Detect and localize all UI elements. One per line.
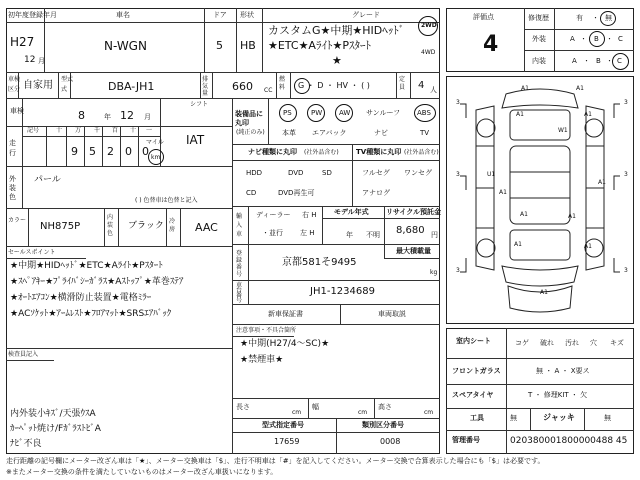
car-name-value: N-WGN bbox=[104, 39, 147, 53]
tv-types-sub: (社外品含む) bbox=[404, 149, 439, 156]
model-year-label: モデル年式 bbox=[334, 208, 369, 216]
first-reg-label: 初年度登録年月 bbox=[8, 11, 57, 19]
inspection-month-unit: 月 bbox=[144, 113, 151, 121]
doors-label: ドア bbox=[213, 11, 227, 19]
exterior-color-value: パール bbox=[34, 175, 61, 185]
bracket-label: 3 bbox=[456, 99, 460, 106]
mileage-digit: 5 bbox=[89, 145, 96, 158]
ac-value: AAC bbox=[195, 221, 218, 234]
glass-label: フロントガラス bbox=[452, 367, 501, 375]
chassis-label: 車台番号 bbox=[236, 282, 243, 304]
nav-item: SD bbox=[322, 169, 332, 177]
bracket-label: 3 bbox=[624, 171, 628, 178]
ext-grade-option: B bbox=[594, 35, 599, 43]
nav-types-sub: (社外品含む) bbox=[304, 149, 339, 156]
capacity-label: 定員 bbox=[399, 76, 406, 91]
repair-label: 修復歴 bbox=[528, 14, 549, 22]
fuel-options: G ・ D ・ HV ・ ( ) bbox=[298, 81, 370, 90]
sales-line: ★中期★HIDﾍｯﾄﾞ★ETC★Aﾗｲﾄ★Pｽﾀｰﾄ bbox=[10, 261, 163, 271]
ext-grade-option: A bbox=[570, 35, 575, 43]
model-value: DBA-JH1 bbox=[108, 80, 155, 93]
damage-mark: W1 bbox=[558, 127, 568, 134]
class-value: 0008 bbox=[380, 437, 401, 446]
ac-label: 冷房 bbox=[169, 218, 176, 233]
grade-line1: カスタムG★中期★HIDﾍｯﾄﾞ bbox=[268, 24, 405, 37]
new-car-warranty: 新車保証書 bbox=[268, 310, 303, 318]
vehicle-manual: 車両取説 bbox=[378, 310, 406, 318]
sales-label: セールスポイント bbox=[8, 249, 56, 256]
shaken-kbn-sub: 区分 bbox=[8, 86, 21, 93]
color-code-value: NH875P bbox=[40, 221, 81, 232]
ext-sep: ・ bbox=[580, 35, 587, 43]
int-grade-option: A bbox=[572, 57, 577, 65]
chassis-value: JH1-1234689 bbox=[310, 286, 375, 297]
bracket-label: 3 bbox=[456, 171, 460, 178]
spare-label: スペアタイヤ bbox=[452, 391, 494, 399]
repair-option: 有 bbox=[576, 14, 583, 22]
inspection-month: 12 bbox=[120, 109, 134, 122]
import-left: 左 H bbox=[300, 229, 315, 237]
grade-line2: ★ETC★Aﾗｲﾄ★Pｽﾀｰﾄ bbox=[268, 39, 371, 52]
sales-line: ★ｽﾍﾟｱｷｰ★ﾌﾟﾗｲﾊﾞｼｰｶﾞﾗｽ★Aｽﾄｯﾌﾟ★革巻ｽﾃｱ bbox=[10, 277, 184, 287]
mileage-unit-row: 記号 十 万 千 百 十 一 bbox=[27, 127, 153, 134]
damage-mark: A1 bbox=[499, 189, 507, 196]
mileage-digit: 2 bbox=[107, 145, 114, 158]
length-label: 長さ bbox=[236, 403, 250, 411]
first-reg-month: 12 bbox=[24, 55, 36, 65]
seat-option: コゲ bbox=[515, 339, 529, 347]
model-year-unit: 年 bbox=[346, 231, 353, 239]
inspector-line: ﾅﾋﾞ不良 bbox=[10, 439, 42, 449]
nav-item: DVD再生可 bbox=[278, 189, 315, 197]
grade-label: グレード bbox=[352, 11, 380, 19]
import-dealer: ディーラー bbox=[256, 211, 291, 219]
exterior-grade-label: 外装 bbox=[532, 35, 546, 43]
drive-4wd: 4WD bbox=[421, 49, 436, 56]
first-reg-month-unit: 月 bbox=[38, 57, 45, 65]
interior-color-label: 内装色 bbox=[107, 214, 114, 237]
max-load-unit: kg bbox=[430, 269, 438, 276]
bracket-label: 3 bbox=[456, 267, 460, 274]
sales-line: ★ｵｰﾄｴｱｺﾝ★横滑防止装置★電格ﾐﾗｰ bbox=[10, 293, 152, 303]
equip-item: 本革 bbox=[282, 129, 296, 137]
glass-options: 無 ・ A ・ X要ス bbox=[536, 367, 590, 375]
grade-line3: ★ bbox=[332, 54, 342, 67]
bracket-label: 3 bbox=[624, 267, 628, 274]
inspection-year: 8 bbox=[78, 109, 85, 122]
cc-label: 排気量 bbox=[202, 76, 209, 97]
footer-line2: ※またメーター交換の条件を満たしていないものはメーター改ざん車扱いになります。 bbox=[6, 468, 278, 476]
recycle-value: 8,680 bbox=[396, 225, 425, 236]
inspection-label: 車検 bbox=[10, 107, 24, 115]
seat-label: 室内シート bbox=[456, 337, 491, 345]
import-parallel: ・並行 bbox=[262, 229, 283, 237]
height-unit: cm bbox=[424, 409, 434, 416]
mile-label: マイル bbox=[146, 139, 164, 146]
sales-line: ★ACｿｹｯﾄ★ｱｰﾑﾚｽﾄ★ﾌﾛｱﾏｯﾄ★SRSｴｱﾊﾞｯｸ bbox=[10, 309, 172, 319]
import-right: 右 H bbox=[302, 211, 317, 219]
exterior-note: ( ) 色替車は色替と記入 bbox=[135, 197, 198, 204]
nav-item: HDD bbox=[246, 169, 263, 177]
equip-item: PW bbox=[311, 109, 323, 117]
damage-mark: A1 bbox=[521, 85, 529, 92]
capacity-unit: 人 bbox=[430, 86, 437, 94]
damage-mark: A1 bbox=[598, 179, 606, 186]
int-sep: ・ bbox=[606, 57, 613, 65]
ext-grade-option: C bbox=[618, 35, 623, 43]
model-label: 型式 bbox=[61, 76, 74, 83]
tools-label: 工具 bbox=[470, 414, 484, 422]
interior-color-value: ブラック bbox=[128, 221, 164, 231]
equip-item: TV bbox=[420, 129, 430, 137]
damage-mark: A1 bbox=[520, 211, 528, 218]
model-sub: 式 bbox=[61, 86, 68, 93]
shift-label: シフト bbox=[190, 101, 209, 108]
inspector-label: 検査員記入 bbox=[8, 351, 39, 358]
damage-mark: A1 bbox=[516, 111, 524, 118]
car-name-label: 車名 bbox=[116, 11, 130, 19]
int-grade-option: C bbox=[617, 57, 622, 65]
nav-item: CD bbox=[246, 189, 257, 197]
tv-item: ワンセグ bbox=[404, 169, 432, 177]
equip-item: エアバック bbox=[312, 129, 347, 137]
notes-label: 注意事項・不具合箇所 bbox=[236, 327, 297, 334]
recycle-unit: 円 bbox=[431, 231, 438, 239]
cc-value: 660 bbox=[232, 80, 253, 93]
tv-types-title: TV種類に丸印 bbox=[356, 148, 402, 156]
first-reg-year: H27 bbox=[10, 35, 35, 49]
interior-grade-label: 内装 bbox=[532, 57, 546, 65]
equip-item: ナビ bbox=[374, 129, 388, 137]
seat-option: 汚れ bbox=[565, 339, 579, 347]
equip-item: サンルーフ bbox=[366, 109, 401, 117]
mileage-label: 走行 bbox=[9, 139, 16, 157]
bracket-label: 3 bbox=[624, 99, 628, 106]
footer-line1: 走行距離の記号欄にメーター改ざん車は「★」、メーター交換車は「$」、走行不明車は「#」を記入してください。メーター交換で合算表示した場合にも「$」は必要です。 bbox=[6, 457, 545, 465]
km-label: km bbox=[151, 154, 161, 161]
height-label: 高さ bbox=[378, 403, 392, 411]
import-label: 輸入車 bbox=[236, 213, 243, 238]
width-unit: cm bbox=[358, 409, 368, 416]
equip-item: PS bbox=[283, 109, 292, 117]
tv-item: フルセグ bbox=[362, 169, 390, 177]
body-type-label: 形状 bbox=[240, 11, 254, 19]
jack-value: 無 bbox=[604, 414, 611, 422]
equip-item: AW bbox=[339, 109, 351, 117]
mgmt-value: 020380001800000488 45 bbox=[510, 436, 628, 446]
jack-label: ジャッキ bbox=[543, 413, 575, 422]
recycle-label: リサイクル預託金 bbox=[386, 208, 442, 216]
drive-2wd: 2WD bbox=[421, 22, 437, 29]
model-year-value: 不明 bbox=[366, 231, 380, 239]
class-label: 類別区分番号 bbox=[362, 421, 404, 429]
mgmt-label: 管理番号 bbox=[452, 436, 480, 444]
mileage-digit: 9 bbox=[71, 145, 78, 158]
damage-mark: A1 bbox=[540, 289, 548, 296]
score-label: 評価点 bbox=[473, 13, 494, 21]
capacity-value: 4 bbox=[418, 80, 425, 91]
equipment-title: 装備品に丸印 bbox=[235, 110, 263, 127]
damage-mark: A1 bbox=[584, 111, 592, 118]
mileage-digit: 0 bbox=[125, 145, 132, 158]
ext-sep: ・ bbox=[606, 35, 613, 43]
seat-option: キズ bbox=[610, 339, 624, 347]
fuel-label: 燃料 bbox=[279, 76, 286, 91]
body-type-value: HB bbox=[240, 39, 256, 52]
cert-label: 型式指定番号 bbox=[262, 421, 304, 429]
nav-types-title: ナビ種類に丸印 bbox=[248, 148, 297, 156]
inspector-line: ｶｰﾍﾟｯﾄ焼け/FｶﾞﾗｽﾄﾋﾞA bbox=[10, 424, 101, 434]
color-code-label: カラー bbox=[8, 217, 27, 224]
inspection-year-unit: 年 bbox=[104, 113, 111, 121]
tv-item: アナログ bbox=[362, 189, 390, 197]
score-value: 4 bbox=[483, 32, 499, 57]
inspector-line: 内外装小ｷｽﾞ/天張ｳｽA bbox=[10, 409, 96, 419]
width-label: 幅 bbox=[312, 403, 319, 411]
doors-value: 5 bbox=[216, 39, 223, 52]
int-grade-option: B bbox=[596, 57, 601, 65]
seat-option: 穴 bbox=[590, 339, 597, 347]
equipment-subtitle: (純正のみ) bbox=[236, 129, 265, 136]
damage-mark: U1 bbox=[487, 171, 496, 178]
mileage-digit: 0 bbox=[142, 145, 149, 158]
usage-value: 自家用 bbox=[23, 80, 53, 91]
notes-line: ★中期(H27/4～SC)★ bbox=[240, 339, 330, 349]
exterior-label: 外装色 bbox=[9, 175, 16, 201]
seat-option: 破れ bbox=[540, 339, 554, 347]
damage-mark: A1 bbox=[514, 241, 522, 248]
damage-mark: A1 bbox=[584, 243, 592, 250]
max-load-label: 最大積載量 bbox=[396, 247, 431, 255]
tools-value: 無 bbox=[510, 414, 517, 422]
int-sep: ・ bbox=[583, 57, 590, 65]
cert-value: 17659 bbox=[274, 437, 300, 446]
cc-unit: CC bbox=[264, 87, 273, 94]
registration-value: 京都581そ9495 bbox=[282, 257, 357, 268]
nav-item: DVD bbox=[288, 169, 304, 177]
equip-item: ABS bbox=[417, 109, 431, 117]
registration-label: 登録番号 bbox=[236, 250, 243, 278]
damage-mark: A1 bbox=[568, 213, 576, 220]
repair-sep: ・ bbox=[592, 14, 599, 22]
car-diagram bbox=[446, 76, 634, 324]
length-unit: cm bbox=[292, 409, 302, 416]
repair-option: 無 bbox=[605, 14, 612, 22]
shift-value: IAT bbox=[186, 133, 205, 147]
spare-options: T ・ 修理KIT ・ 欠 bbox=[528, 391, 588, 399]
notes-line: ★禁煙車★ bbox=[240, 355, 284, 365]
damage-mark: A1 bbox=[576, 85, 584, 92]
shaken-kbn-label: 車検 bbox=[8, 76, 21, 83]
